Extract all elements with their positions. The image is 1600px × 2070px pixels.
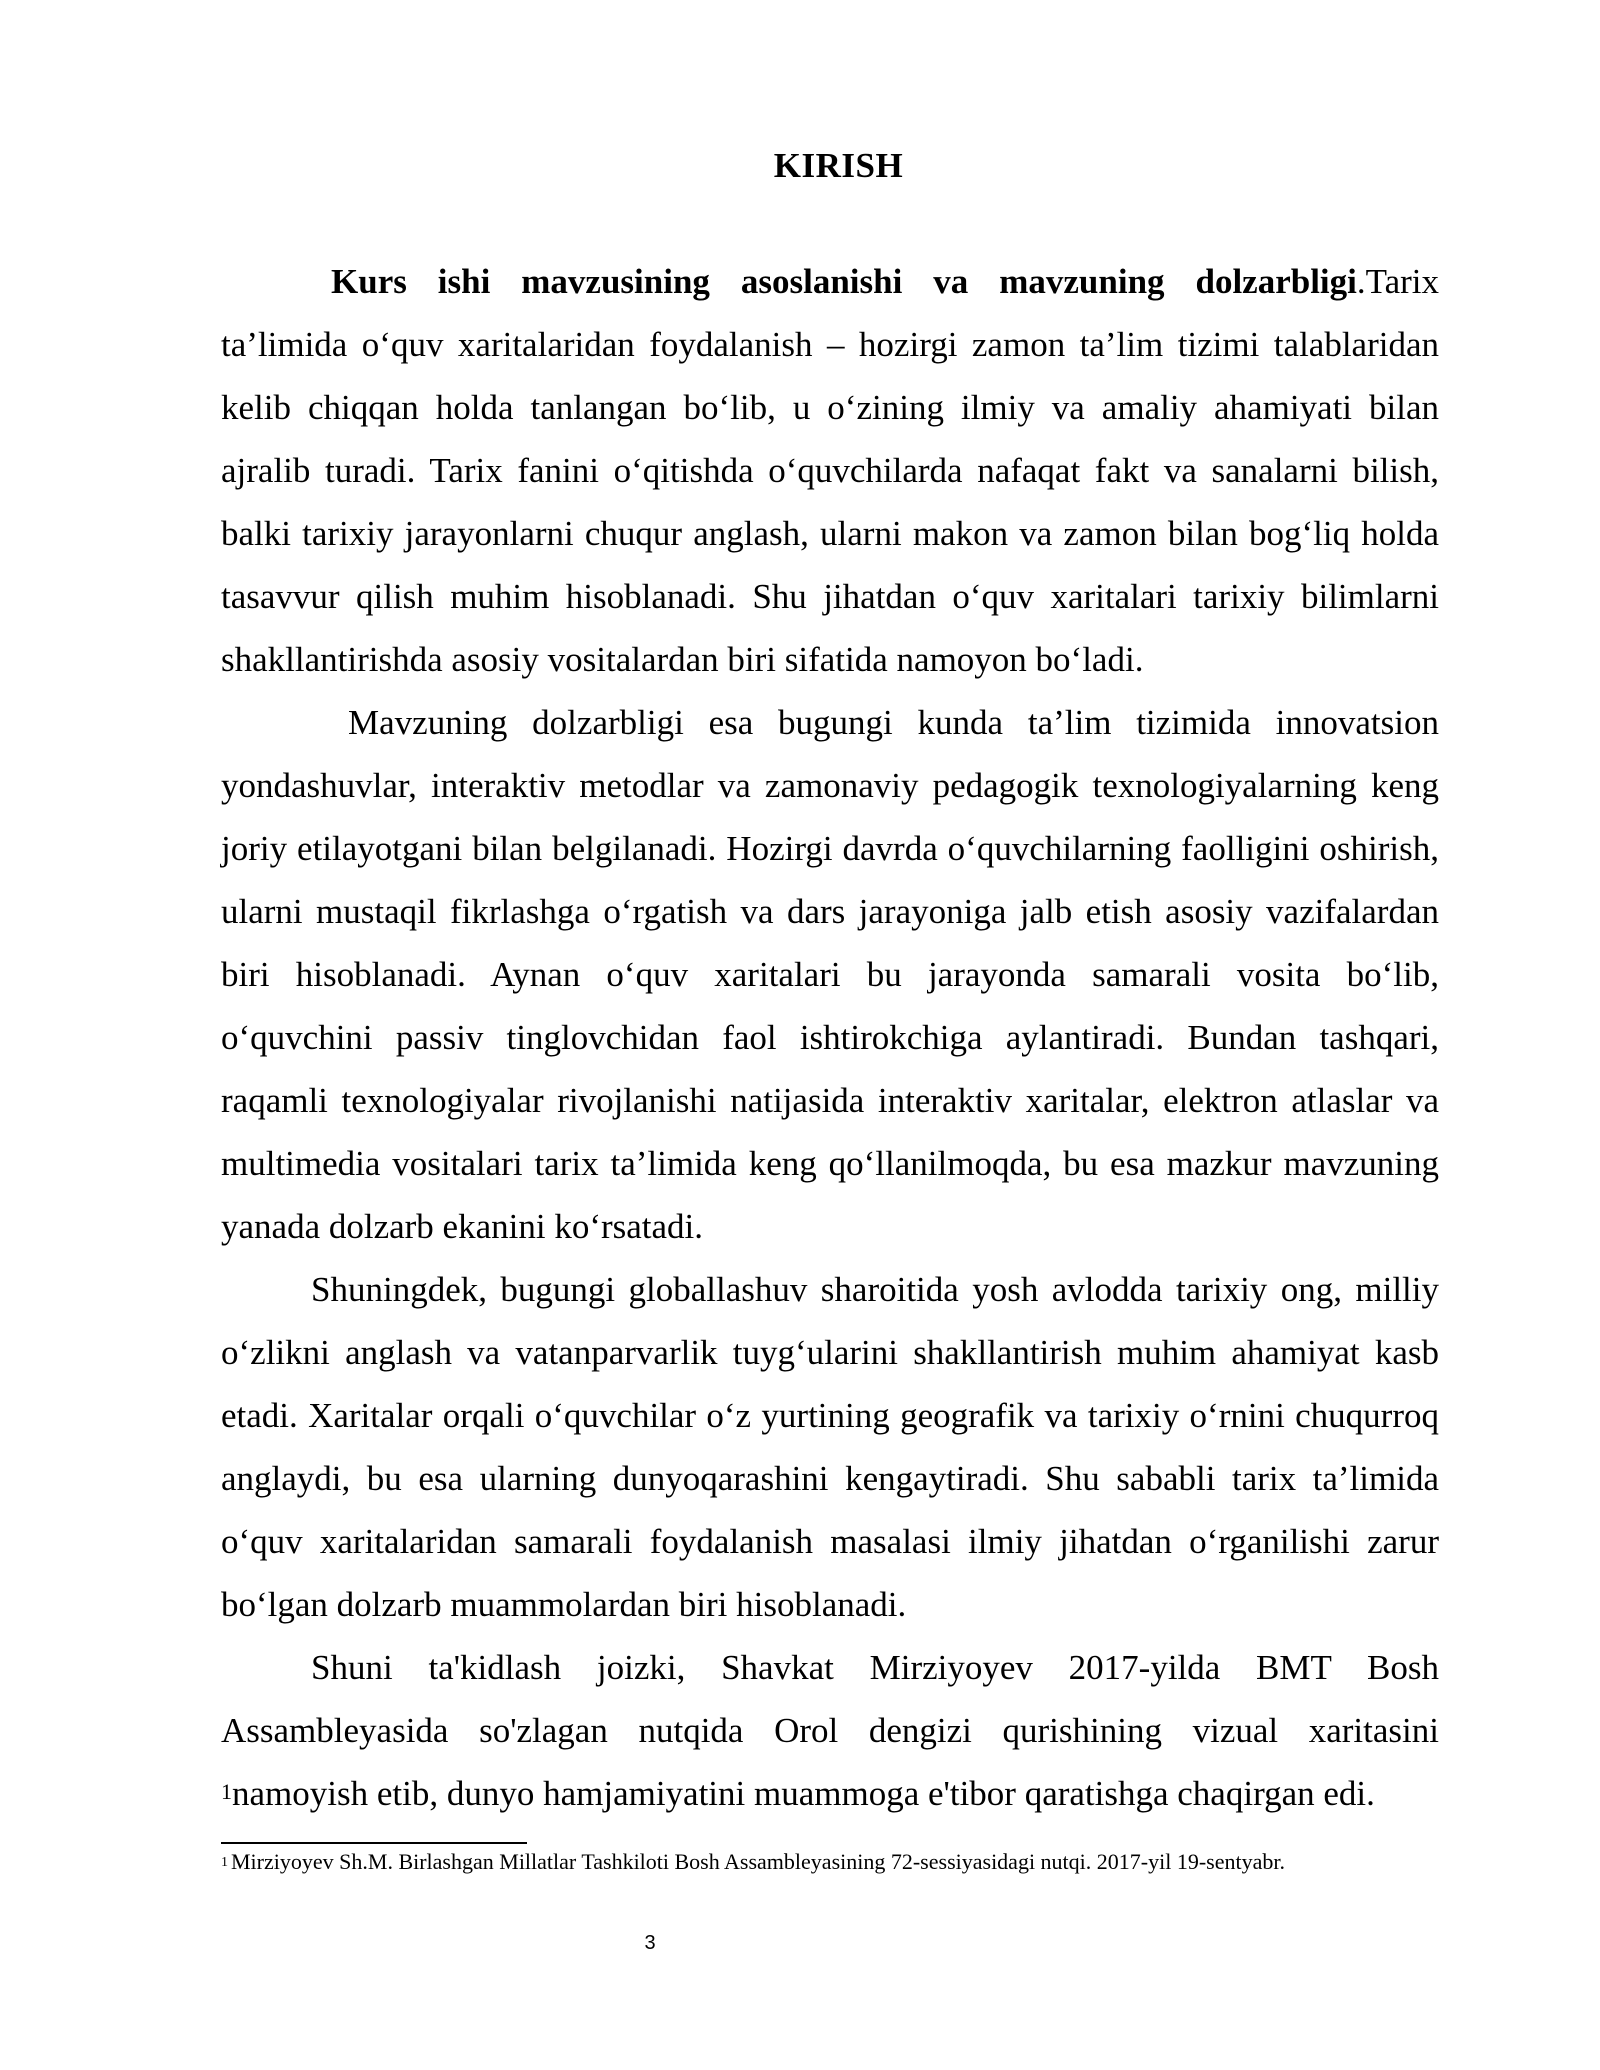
page-heading: KIRISH (773, 146, 904, 185)
paragraph-4-text-after: namoyish etib, dunyo hamjamiyatini muammoga e'tibor qaratishga chaqirgan edi. (232, 1774, 1375, 1813)
body-text (221, 250, 1439, 1825)
page-number: 3 (644, 1932, 656, 1954)
paragraph-1-text: .Tarix ta’limida o‘quv xaritalaridan foydalanish – hozirgi zamon ta’lim tizimi talablaridan kelib chiqqan holda tanlangan bo‘lib, u o‘zining ilmiy va amaliy ahamiyati bilan ajralib turadi. Tarix fanini o‘qitishda o‘quvchilarda nafaqat fakt va sanalarni bilish, balki tarixiy jarayonlarni chuqur anglash, ularni makon va zamon bilan bog‘liq holda tasavvur qilish muhim hisoblanadi. Shu jihatdan o‘quv xaritalari tarixiy bilimlarni shakllantirishda asosiy vositalardan biri sifatida namoyon bo‘ladi. (221, 262, 1439, 679)
paragraph-4-text-before: Shuni ta'kidlash joizki, Shavkat Mirziyoyev 2017-yilda BMT Bosh Assambleyasida so'zlagan nutqida Orol dengizi qurishining vizual xaritasini (221, 1648, 1439, 1750)
footnote-separator (221, 1842, 527, 1844)
paragraph-2: Mavzuning dolzarbligi esa bugungi kunda ta’lim tizimida innovatsion yondashuvlar, interaktiv metodlar va zamonaviy pedagogik texnologiyalarning keng joriy etilayotgani bilan belgilanadi. Hozirgi davrda o‘quvchilarning faolligini oshirish, ularni mustaqil fikrlashga o‘rgatish va dars jarayoniga jalb etish asosiy vazifalardan biri hisoblanadi. Aynan o‘quv xaritalari bu jarayonda samarali vosita bo‘lib, o‘quvchini passiv tinglovchidan faol ishtirokchiga aylantiradi. Bundan tashqari, raqamli texnologiyalar rivojlanishi natijasida interaktiv xaritalar, elektron atlaslar va multimedia vositalari tarix ta’limida keng qo‘llanilmoqda, bu esa mazkur mavzuning yanada dolzarb ekanini ko‘rsatadi. (221, 703, 1439, 1246)
footnote-mark: 1 (221, 1855, 228, 1870)
footnote (221, 1848, 1391, 1876)
paragraph-1-lead: Kurs ishi mavzusining asoslanishi va mavzuning dolzarbligi (331, 262, 1357, 301)
paragraph-1 (221, 250, 1439, 691)
paragraph-4 (221, 1636, 1439, 1825)
paragraph-3: Shuningdek, bugungi globallashuv sharoitida yosh avlodda tarixiy ong, milliy o‘zlikni anglash va vatanparvarlik tuyg‘ularini shakllantirish muhim ahamiyat kasb etadi. Xaritalar orqali o‘quvchilar o‘z yurtining geografik va tarixiy o‘rnini chuqurroq anglaydi, bu esa ularning dunyoqarashini kengaytiradi. Shu sababli tarix ta’limida o‘quv xaritalaridan samarali foydalanish masalasi ilmiy jihatdan o‘rganilishi zarur bo‘lgan dolzarb muammolardan biri hisoblanadi. (221, 1270, 1439, 1624)
footnote-text: Mirziyoyev Sh.M. Birlashgan Millatlar Tashkiloti Bosh Assambleyasining 72-sessiyasidagi nutqi. 2017-yil 19-sentyabr. (231, 1849, 1285, 1874)
footnote-reference: 1 (221, 1779, 232, 1804)
